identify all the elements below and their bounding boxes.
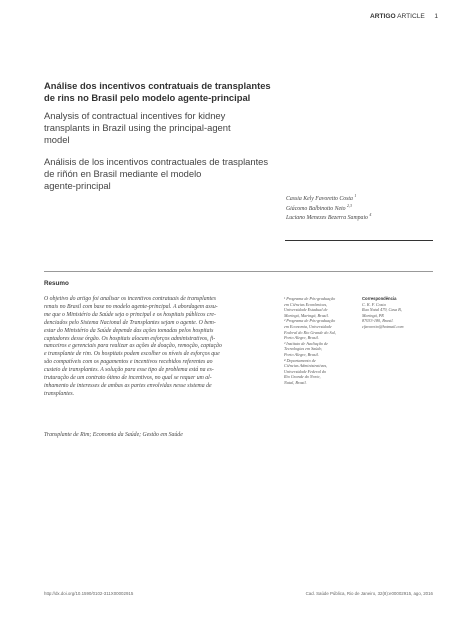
abstract-line: são compatíveis com os pagamentos e incentivos recebidos referentes ao xyxy=(44,359,213,366)
affiliation-line: ¹ Programa de Pós-graduação xyxy=(284,296,336,301)
abstract-body xyxy=(44,296,276,399)
author-affil-mark: 2,3 xyxy=(347,202,353,208)
author-name: Cassia Kely Favoretto Costa xyxy=(286,196,353,202)
affiliation-line: Porto Alegre, Brasil. xyxy=(284,351,319,357)
abstract-line: nanceiros e gerenciais para realizar as ações de doação, remoção, captação xyxy=(44,343,222,350)
affiliation-line: Porto Alegre, Brasil. xyxy=(284,335,319,341)
author-affil-mark: 4 xyxy=(369,212,372,218)
header-label-pt: ARTIGO xyxy=(369,13,396,20)
affiliation-line: Rio Grande do Norte, xyxy=(284,374,321,380)
affiliation-line: ² Programa de Pós-graduação xyxy=(284,318,336,324)
abstract-line: custeio de transplantes. A solução para esse tipo de problema está na es- xyxy=(44,367,214,374)
affiliation xyxy=(284,341,354,358)
affiliation-line: Universidade Federal do xyxy=(284,368,327,374)
title-en-line: Analysis of contractual incentives for kidney xyxy=(44,110,226,121)
affiliation-line: Universidade Estadual de xyxy=(284,307,328,313)
correspondence-line: C. K. F. Costa xyxy=(362,301,386,307)
title-es-line: agente-principal xyxy=(44,180,111,191)
title-pt-line: de rins no Brasil pelo modelo agente-principal xyxy=(44,92,251,103)
keywords: Transplante de Rim; Economia da Saúde; Gestão em Saúde xyxy=(44,432,183,438)
abstract-line: captadores desse órgão. Os hospitais alocam esforços administrativos, fi- xyxy=(44,335,216,342)
title-english xyxy=(44,110,289,146)
affiliation-line: ⁴ Departamento de xyxy=(284,357,316,363)
abstract-line: inhamento de interesses de ambas as partes envolvidas nesse sistema de xyxy=(44,382,212,389)
affiliation xyxy=(284,318,354,340)
abstract-divider xyxy=(44,271,433,272)
abstract-line: me que o Ministério da Saúde seja o principal e os hospitais públicos cre- xyxy=(44,311,216,318)
page-number: 1 xyxy=(434,13,438,20)
header-label-en: ARTICLE xyxy=(397,13,425,20)
correspondence-email[interactable]: cfavoretto@hotmail.com xyxy=(362,323,404,329)
abstract-line: transplantes. xyxy=(44,390,75,397)
abstract-heading: Resumo xyxy=(44,280,69,287)
correspondence-heading: Correspondência xyxy=(362,296,397,301)
affiliation-line: ³ Instituto de Avaliação de xyxy=(284,340,328,346)
title-en-line: transplants in Brazil using the principal-agent xyxy=(44,122,231,133)
doi-link[interactable]: http://dx.doi.org/10.1590/0102-311X00002915 xyxy=(44,591,134,596)
author-list xyxy=(286,195,371,224)
title-es-line: Análisis de los incentivos contractuales de trasplantes xyxy=(44,156,269,167)
affiliations xyxy=(284,296,354,386)
abstract-line: estar do Ministério da Saúde depende das ações tomadas pelos hospitais xyxy=(44,327,214,334)
abstract-line: denciados pelo Sistema Nacional de Transplantes sejam o agente. O bem- xyxy=(44,319,216,326)
affiliation-line: Tecnologias em Saúde, xyxy=(284,346,323,352)
author-name: Luciano Menezes Bezerra Sampaio xyxy=(286,215,368,221)
affiliation-line: Federal do Rio Grande do Sul, xyxy=(284,329,336,335)
author xyxy=(286,214,371,224)
title-es-line: de riñón en Brasil mediante el modelo xyxy=(44,168,202,179)
author-affil-mark: 1 xyxy=(354,193,357,199)
abstract-line: O objetivo do artigo foi analisar os incentivos contratuais de transplantes xyxy=(44,296,216,302)
title-spanish xyxy=(44,156,289,192)
journal-citation: Cad. Saúde Pública, Rio de Janeiro, 32(8):e00002915, ago, 2016 xyxy=(305,591,433,596)
affiliation-line: Maringá, Maringá, Brasil. xyxy=(284,312,329,318)
author-name: Giácomo Balbinotto Neto xyxy=(286,205,346,212)
affiliation-line: em Ciências Econômicas, xyxy=(284,301,328,307)
correspondence-line: Maringá, PR xyxy=(362,312,384,318)
author xyxy=(286,195,371,205)
title-portuguese xyxy=(44,80,289,104)
abstract-line: truturação de um contrato ótimo de incentivos, no qual se requer um al- xyxy=(44,375,212,382)
correspondence xyxy=(362,296,437,330)
affiliation-line: em Economia, Universidade xyxy=(284,323,332,329)
abstract-line: renais no Brasil com base no modelo agente-principal. A abordagem assu- xyxy=(44,303,218,310)
affiliation xyxy=(284,296,354,318)
affiliation-line: Ciências Administrativas, xyxy=(284,363,328,369)
abstract-line: e transplante de rim. Os hospitais podem escolher os níveis de esforços que xyxy=(44,351,220,358)
title-pt-line: Análise dos incentivos contratuais de transplantes xyxy=(44,80,271,91)
affiliation-line: Natal, Brasil. xyxy=(284,379,307,385)
affiliation xyxy=(284,358,354,386)
correspondence-line: Rua Natal 479, Casa B, xyxy=(362,307,402,313)
running-header xyxy=(370,13,438,20)
title-en-line: model xyxy=(44,134,70,145)
correspondence-line: 87033-180, Brasil. xyxy=(362,318,394,324)
author-divider xyxy=(285,240,433,241)
